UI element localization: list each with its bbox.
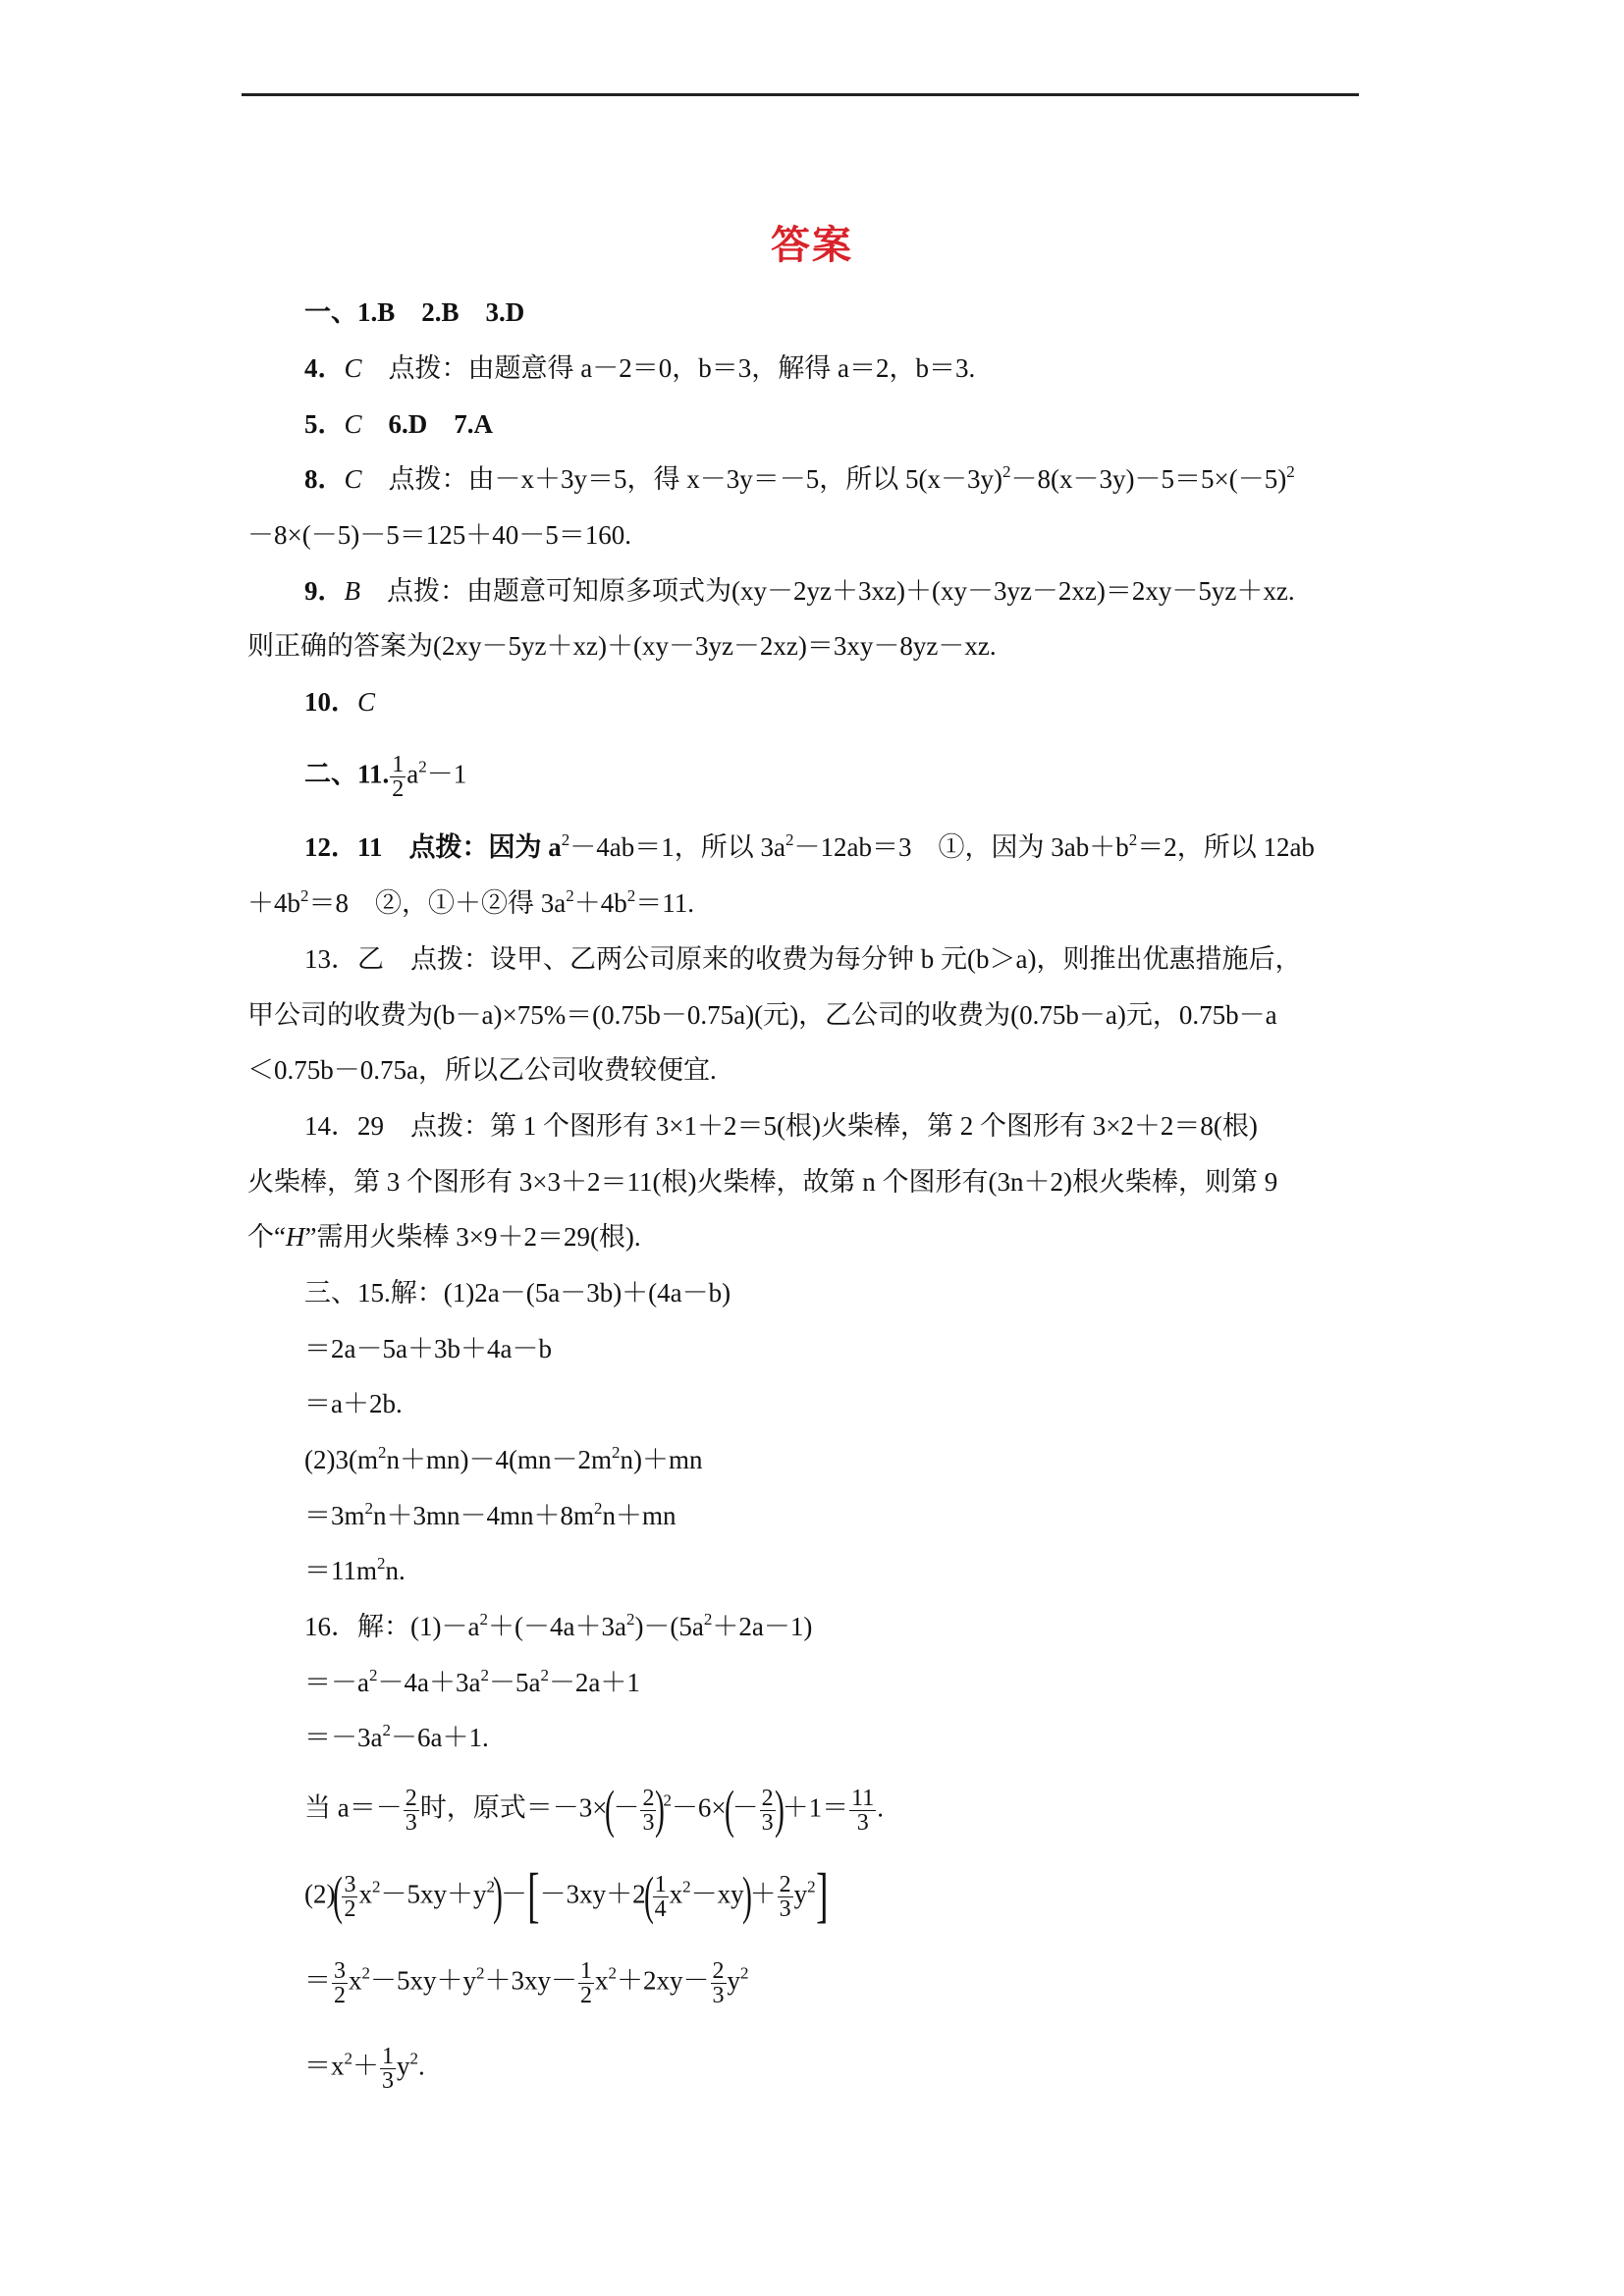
q8-hint-cont: －8(x－3y)－5＝5×(－5) (1010, 464, 1287, 494)
numerator: 2 (642, 1786, 655, 1811)
q16-text: y (727, 1965, 740, 1996)
q16-text: －5xy＋y (380, 1879, 487, 1909)
superscript: 2 (566, 886, 574, 905)
q16-text: －6× (671, 1792, 727, 1823)
q16-text: )－(5a (634, 1612, 704, 1641)
q16-text: ＝x (304, 2051, 345, 2081)
page-title: 答案 (771, 223, 853, 267)
answer-line-16-step1 (304, 1663, 1443, 1702)
numerator: 3 (334, 1958, 346, 1984)
q16-text: . (877, 1792, 884, 1823)
q16-text: ＝ (304, 1965, 331, 1996)
answer-line-15-step1: ＝2a－5a＋3b＋4a－b (304, 1334, 552, 1363)
q12-text: ＝2，所以 12ab (1137, 832, 1315, 862)
superscript: 2 (377, 1443, 387, 1462)
q15-text: n. (385, 1556, 406, 1585)
q16-text: x (349, 1965, 362, 1996)
answer-line-8-cont: －8×(－5)－5＝125＋40－5＝160. (247, 520, 631, 550)
q12-text: －4ab＝1，所以 3a (569, 832, 785, 862)
superscript: 2 (807, 1877, 816, 1896)
q12-text: ＋4b (247, 888, 300, 918)
answer-line-11 (304, 753, 1443, 801)
left-bracket: [ (527, 1861, 540, 1929)
denominator: 3 (642, 1810, 655, 1836)
q9-number: 9． (304, 576, 345, 606)
q15-text: ＝11m (304, 1556, 377, 1585)
q14-text: 个“ (247, 1222, 286, 1252)
q9-choice: B (344, 576, 360, 606)
numerator: 1 (382, 2044, 394, 2069)
denominator: 3 (382, 2068, 394, 2094)
q8-choice: C (344, 464, 362, 494)
q16-text: x (358, 1879, 372, 1909)
minus-sign: － (731, 1792, 759, 1823)
q9-hint: 点拨：由题意可知原多项式为(xy－2yz＋3xz)＋(xy－3yz－2xz)＝2xy－5yz＋xz. (360, 576, 1295, 606)
superscript: 2 (682, 1877, 691, 1896)
q11-number: 二、11. (304, 759, 390, 789)
answer-line-13-end: ＜0.75b－0.75a，所以乙公司收费较便宜. (247, 1055, 717, 1085)
q16-text: ＋2a－1) (712, 1612, 813, 1641)
denominator: 2 (344, 1896, 356, 1922)
fraction-eleven-thirds (849, 1787, 876, 1835)
superscript: 2 (1002, 462, 1011, 481)
denominator: 2 (580, 1983, 592, 2008)
answer-line-16-substitute (304, 1779, 1443, 1839)
superscript: 2 (703, 1610, 713, 1629)
q6-7-answers: 6.D 7.A (361, 409, 494, 439)
answer-line-15-step2: ＝a＋2b. (304, 1389, 403, 1418)
q4-number: 4． (304, 353, 345, 383)
denominator: 4 (654, 1896, 667, 1922)
right-paren: ) (493, 1865, 503, 1925)
q12-text: ＝8 ②，①＋②得 3a (308, 888, 567, 918)
superscript: 2 (540, 1666, 549, 1684)
denominator: 2 (392, 776, 405, 802)
left-paren: ( (333, 1865, 344, 1925)
denominator: 3 (761, 1810, 774, 1836)
q16-text: ＋2xy－ (617, 1965, 710, 1996)
minus-sign: － (613, 1792, 640, 1823)
superscript: 2 (1286, 462, 1295, 481)
numerator: 1 (654, 1872, 667, 1897)
superscript: 2 (409, 2049, 418, 2068)
q16-text: －5xy＋y (370, 1965, 476, 1996)
q14-letter: H (285, 1222, 305, 1252)
q16-text: ＋(－4a＋3a (487, 1612, 626, 1641)
q16-text: －4a＋3a (377, 1668, 481, 1697)
fraction-two-thirds (760, 1787, 776, 1835)
q8-number: 8． (304, 464, 345, 494)
fraction-two-thirds (778, 1873, 793, 1921)
q5-number: 5． (304, 409, 345, 439)
answer-line-14-end (247, 1217, 1386, 1256)
fraction-two-thirds (711, 1959, 727, 2007)
answer-line-15-part2-step2 (304, 1551, 1443, 1590)
numerator: 11 (851, 1786, 875, 1811)
q15-text: n＋mn)－4(mn－2m (386, 1445, 612, 1474)
q12-text: 12．11 点拨：因为 a (304, 832, 562, 862)
superscript: 2 (476, 1963, 485, 1983)
superscript: 2 (663, 1790, 672, 1810)
numerator: 2 (405, 1786, 417, 1811)
answer-line-15-part2 (304, 1440, 1443, 1479)
q12-text: ＝11. (635, 888, 694, 918)
superscript: 2 (480, 1666, 489, 1684)
answer-line-9 (304, 571, 1443, 611)
superscript: 2 (479, 1610, 488, 1629)
q16-text: ＋3xy－ (484, 1965, 577, 1996)
right-paren: ) (741, 1865, 752, 1925)
fraction-three-halves (342, 1873, 357, 1921)
numerator: 2 (712, 1958, 725, 1984)
denominator: 3 (779, 1896, 791, 1922)
q11-term-end: －1 (426, 759, 467, 789)
q15-text: n＋mn (602, 1501, 677, 1530)
answer-line-4 (304, 348, 1443, 388)
q10-number: 10． (304, 687, 357, 717)
answer-line-8 (304, 459, 1443, 499)
q16-text: x (595, 1965, 609, 1996)
answer-line-14-cont: 火柴棒，第 3 个图形有 3×3＋2＝11(根)火柴棒，故第 n 个图形有(3n＋2)根火柴棒，则第 9 (247, 1167, 1278, 1197)
q4-choice: C (344, 353, 362, 383)
q8-hint: 点拨：由－x＋3y＝5，得 x－3y＝－5，所以 5(x－3y) (361, 464, 1002, 494)
superscript: 2 (625, 1610, 635, 1629)
right-bracket: ] (815, 1861, 829, 1929)
q16-text: －3xy＋2 (539, 1879, 646, 1909)
right-paren: ) (655, 1779, 666, 1839)
q16-text: －6a＋1. (390, 1723, 489, 1752)
answer-line-16-step2 (304, 1718, 1443, 1757)
superscript: 2 (371, 1877, 381, 1896)
q12-text: －12ab＝3 ①，因为 3ab＋b (793, 832, 1129, 862)
q16-text: －5a (488, 1668, 541, 1697)
q16-text: ＋ (749, 1879, 777, 1909)
answer-line-13: 13．乙 点拨：设甲、乙两公司原来的收费为每分钟 b 元(b＞a)，则推出优惠措施后， (304, 944, 1302, 974)
q14-text: ”需用火柴棒 3×9＋2＝29(根). (304, 1222, 641, 1252)
answer-line-14: 14．29 点拨：第 1 个图形有 3×1＋2＝5(根)火柴棒，第 2 个图形有 3×2＋2＝8(根) (304, 1111, 1258, 1141)
answer-line-1 (304, 293, 1443, 332)
fraction-two-thirds (404, 1787, 419, 1835)
answer-line-16-part2-step2 (304, 2045, 1443, 2093)
fraction-one-quarter (653, 1873, 669, 1921)
q16-text: y (397, 2051, 410, 2081)
fraction-half (390, 753, 406, 801)
q16-text: 时，原式＝－3× (419, 1792, 608, 1823)
superscript: 2 (594, 1499, 603, 1518)
q16-text: ＋ (352, 2051, 379, 2081)
answer-line-10 (304, 682, 1443, 721)
left-paren: ( (643, 1865, 654, 1925)
numerator: 1 (580, 1958, 592, 1984)
superscript: 2 (361, 1963, 370, 1983)
q16-text: . (418, 2051, 425, 2081)
q16-text: x (669, 1879, 683, 1909)
answer-line-12 (304, 828, 1443, 867)
q10-choice: C (357, 687, 376, 717)
q16-text: 当 a＝－ (304, 1792, 403, 1823)
q15-text: n)＋mn (620, 1445, 703, 1474)
superscript: 2 (418, 757, 427, 776)
superscript: 2 (1128, 830, 1138, 849)
answer-line-9-cont: 则正确的答案为(2xy－5yz＋xz)＋(xy－3yz－2xz)＝3xy－8yz－xz. (247, 631, 997, 661)
denominator: 3 (405, 1810, 417, 1836)
superscript: 2 (561, 830, 570, 849)
superscript: 2 (300, 886, 309, 905)
q16-text: ＋1＝ (782, 1792, 849, 1823)
q16-text: －xy (690, 1879, 744, 1909)
q15-text: (2)3(m (304, 1445, 378, 1474)
superscript: 2 (785, 830, 794, 849)
superscript: 2 (486, 1877, 495, 1896)
q11-term: a (406, 759, 419, 789)
answer-line-13-cont: 甲公司的收费为(b－a)×75%＝(0.75b－0.75a)(元)，乙公司的收费为(0.75b－a)元，0.75b－a (247, 1000, 1277, 1030)
fraction-one-third (380, 2045, 396, 2093)
superscript: 2 (626, 886, 636, 905)
q4-hint: 点拨：由题意得 a－2＝0，b＝3，解得 a＝2，b＝3. (361, 353, 976, 383)
q15-text: n＋3mn－4mn＋8m (373, 1501, 595, 1530)
answer-line-16-part2 (304, 1861, 1443, 1929)
right-paren: ) (774, 1779, 785, 1839)
left-paren: ( (605, 1779, 616, 1839)
answer-line-5-7 (304, 404, 1443, 444)
left-paren: ( (724, 1779, 734, 1839)
superscript: 2 (377, 1554, 386, 1573)
answer-line-16 (304, 1607, 1443, 1646)
q16-text: －2a＋1 (548, 1668, 640, 1697)
minus-sign: － (500, 1879, 527, 1909)
q5-choice: C (344, 409, 362, 439)
denominator: 3 (856, 1810, 869, 1836)
answer-line-15: 三、15.解：(1)2a－(5a－3b)＋(4a－b) (304, 1278, 731, 1308)
denominator: 3 (712, 1983, 725, 2008)
numerator: 2 (761, 1786, 774, 1811)
numerator: 3 (344, 1872, 356, 1897)
q12-text: ＋4b (573, 888, 627, 918)
denominator: 2 (334, 1983, 346, 2008)
answer-line-16-part2-step1 (304, 1959, 1443, 2007)
q16-text: (2) (304, 1879, 336, 1909)
superscript: 2 (364, 1499, 374, 1518)
answers-1-3: 一、1.B 2.B 3.D (304, 297, 525, 327)
q16-text: ＝－3a (304, 1723, 383, 1752)
superscript: 2 (740, 1963, 749, 1983)
q16-text: ＝－a (304, 1668, 369, 1697)
superscript: 2 (344, 2049, 352, 2068)
answer-line-12-cont (247, 883, 1386, 923)
fraction-half (578, 1959, 594, 2007)
superscript: 2 (368, 1666, 378, 1684)
numerator: 1 (392, 752, 405, 777)
superscript: 2 (611, 1443, 621, 1462)
answer-line-15-part2-step1 (304, 1496, 1443, 1535)
header-rule (242, 93, 1359, 96)
q16-text: y (793, 1879, 808, 1909)
q15-text: ＝3m (304, 1501, 365, 1530)
superscript: 2 (382, 1721, 391, 1739)
fraction-three-halves (332, 1959, 348, 2007)
superscript: 2 (608, 1963, 617, 1983)
q16-text: 16．解：(1)－a (304, 1612, 480, 1641)
numerator: 2 (779, 1872, 791, 1897)
